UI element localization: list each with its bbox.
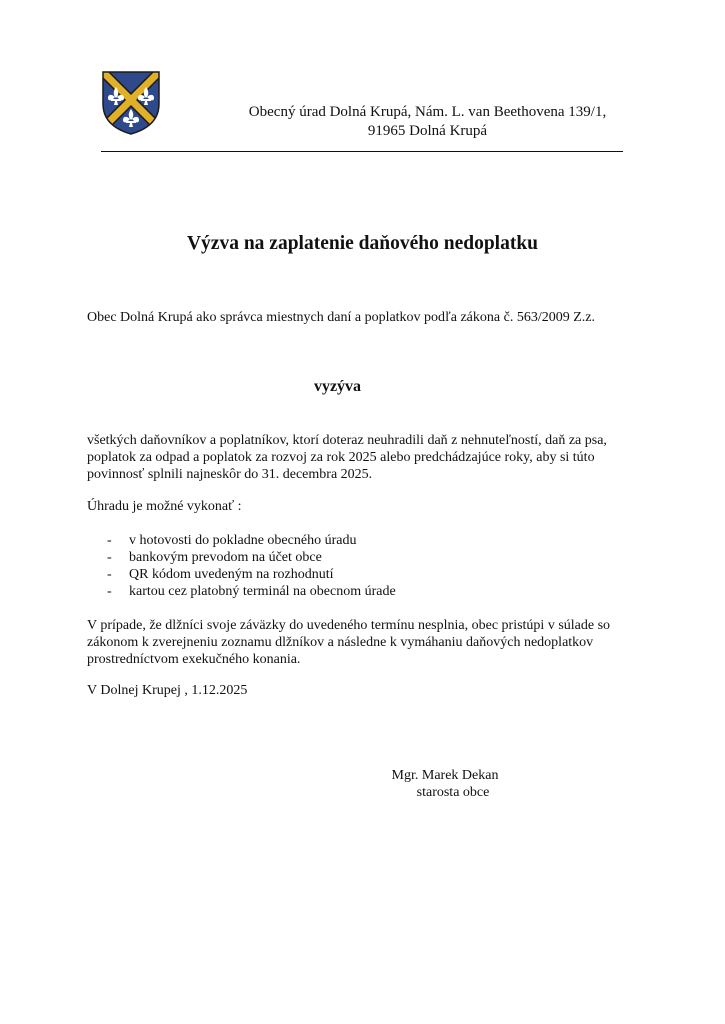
list-dash: - — [107, 550, 112, 565]
list-item — [87, 583, 396, 600]
list-item — [87, 566, 396, 583]
list-dash: - — [107, 533, 112, 548]
intro-paragraph: Obec Dolná Krupá ako správca miestnych daní a poplatkov podľa zákona č. 563/2009 Z.z. — [87, 310, 595, 325]
list-dash: - — [107, 584, 112, 599]
document-title: Výzva na zaplatenie daňového nedoplatku — [186, 233, 539, 254]
list-item-text: bankovým prevodom na účet obce — [129, 550, 322, 565]
list-item-text: QR kódom uvedeným na rozhodnutí — [129, 567, 334, 582]
payment-intro: Úhradu je možné vykonať : — [87, 499, 242, 514]
call-paragraph: všetkých daňovníkov a poplatníkov, ktorí doteraz neuhradili daň z nehnuteľností, daň za psa, poplatok za odpad a poplatok za rozvoj za rok 2025 alebo predchádzajúce roky, aby si túto povinnosť splnili najneskôr do 31. decembra 2025. — [87, 433, 607, 482]
list-dash: - — [107, 567, 112, 582]
list-item — [87, 532, 396, 549]
list-item — [87, 549, 396, 566]
list-item-text: v hotovosti do pokladne obecného úradu — [129, 533, 357, 548]
place-and-date: V Dolnej Krupej , 1.12.2025 — [87, 683, 248, 698]
header-divider — [101, 151, 623, 152]
coat-of-arms-icon — [101, 70, 161, 136]
enforcement-paragraph: V prípade, že dlžníci svoje záväzky do uvedeného termínu nesplnia, obec pristúpi v súlade so zákonom k zverejneniu zoznamu dlžníkov a následne k vymáhaniu daňových nedoplatkov prostredníctvom exekučného konania. — [87, 618, 611, 667]
call-heading: vyzýva — [313, 378, 362, 395]
office-address-line2: 91965 Dolná Krupá — [367, 123, 488, 139]
list-item-text: kartou cez platobný terminál na obecnom úrade — [129, 584, 396, 599]
signatory-name: Mgr. Marek Dekan — [391, 768, 499, 783]
office-address-line1: Obecný úrad Dolná Krupá, Nám. L. van Beethovena 139/1, — [248, 104, 607, 120]
signatory-role: starosta obce — [416, 785, 490, 800]
payment-methods-list — [87, 532, 396, 600]
